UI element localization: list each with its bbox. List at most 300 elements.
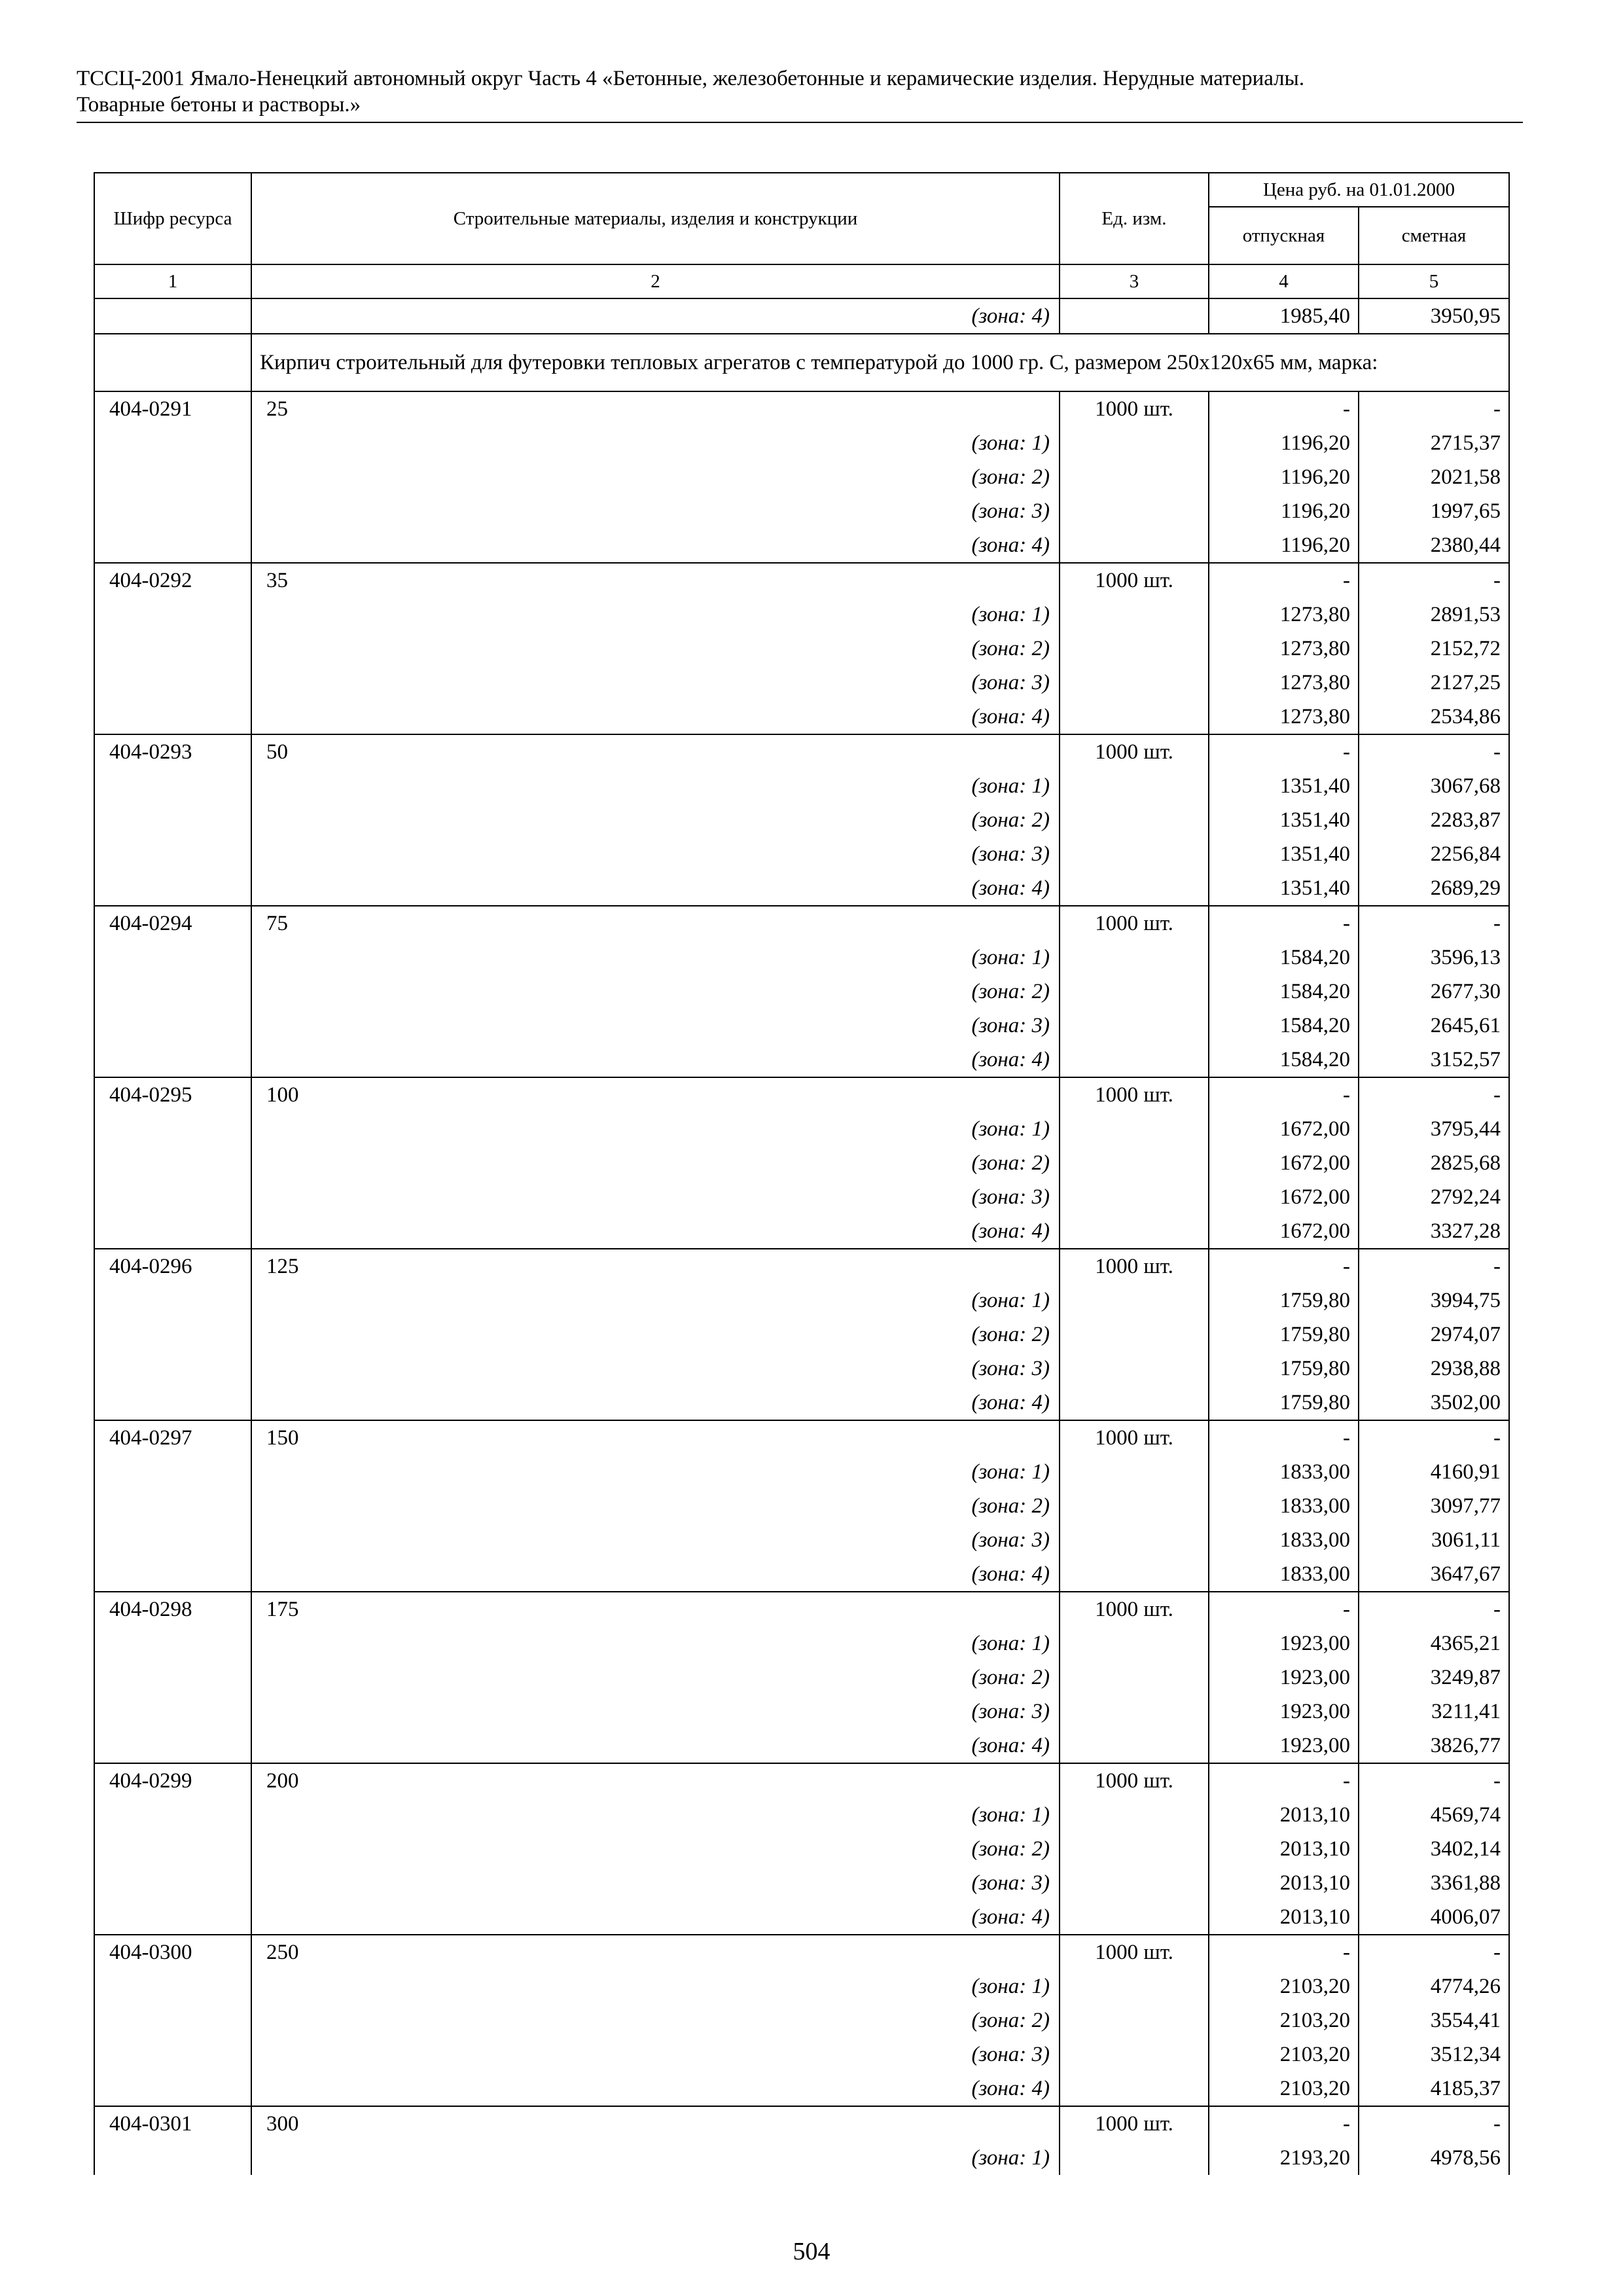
resource-code: 404-0292 <box>94 563 251 598</box>
price-table-body <box>94 264 1509 2175</box>
estimate-price: 3950,95 <box>1359 298 1509 334</box>
unit-cell-empty <box>1060 1557 1209 1592</box>
release-price: 2103,20 <box>1209 2003 1359 2037</box>
resource-code: 404-0297 <box>94 1420 251 1455</box>
resource-code-empty <box>94 1900 251 1935</box>
estimate-price: 4006,07 <box>1359 1900 1509 1935</box>
estimate-price: 3596,13 <box>1359 941 1509 975</box>
unit-cell-empty <box>1060 1214 1209 1249</box>
resource-grade: 75 <box>251 906 1060 941</box>
unit-cell: 1000 шт. <box>1060 2106 1209 2141</box>
resource-code-empty <box>94 1455 251 1489</box>
unit-cell-empty <box>1060 1626 1209 1660</box>
resource-code: 404-0295 <box>94 1077 251 1112</box>
release-price: 1351,40 <box>1209 769 1359 803</box>
resource-code-empty <box>94 1283 251 1318</box>
resource-row <box>94 734 1509 769</box>
zone-row <box>94 666 1509 700</box>
resource-grade: 200 <box>251 1763 1060 1798</box>
unit-cell-empty <box>1060 460 1209 494</box>
zone-label: (зона: 1) <box>251 1798 1060 1832</box>
unit-cell: 1000 шт. <box>1060 1935 1209 1969</box>
resource-code-empty <box>94 1386 251 1420</box>
unit-cell-empty <box>1060 1283 1209 1318</box>
estimate-price: - <box>1359 391 1509 426</box>
resource-row <box>94 563 1509 598</box>
header-code: Шифр ресурса <box>94 173 251 264</box>
unit-cell-empty <box>1060 2003 1209 2037</box>
resource-code-empty <box>94 666 251 700</box>
group-title-row <box>94 334 1509 391</box>
zone-row <box>94 941 1509 975</box>
zone-row <box>94 1455 1509 1489</box>
estimate-price: 2891,53 <box>1359 598 1509 632</box>
zone-label: (зона: 4) <box>251 1900 1060 1935</box>
carry-over-row <box>94 298 1509 334</box>
group-title: Кирпич строительный для футеровки тепловых агрегатов с температурой до 1000 гр. С, размером 250x120x65 мм, марка: <box>251 334 1509 391</box>
zone-label: (зона: 1) <box>251 598 1060 632</box>
resource-row <box>94 906 1509 941</box>
resource-code-empty <box>94 426 251 460</box>
unit-cell-empty <box>1060 1695 1209 1729</box>
zone-label: (зона: 4) <box>251 700 1060 734</box>
zone-row <box>94 1352 1509 1386</box>
zone-row <box>94 2003 1509 2037</box>
zone-label: (зона: 1) <box>251 426 1060 460</box>
release-price: 2013,10 <box>1209 1832 1359 1866</box>
estimate-price: 3327,28 <box>1359 1214 1509 1249</box>
zone-label: (зона: 2) <box>251 1489 1060 1523</box>
release-price: 1923,00 <box>1209 1626 1359 1660</box>
estimate-price: 2974,07 <box>1359 1318 1509 1352</box>
unit-cell-empty <box>1060 941 1209 975</box>
estimate-price: 2689,29 <box>1359 871 1509 906</box>
release-price: 1584,20 <box>1209 975 1359 1009</box>
unit-cell-empty <box>1060 1729 1209 1763</box>
resource-code-empty <box>94 460 251 494</box>
zone-row <box>94 1318 1509 1352</box>
zone-row <box>94 1832 1509 1866</box>
unit-cell-empty <box>1060 1489 1209 1523</box>
resource-grade: 125 <box>251 1249 1060 1283</box>
resource-grade: 50 <box>251 734 1060 769</box>
release-price: 1351,40 <box>1209 803 1359 837</box>
resource-code: 404-0301 <box>94 2106 251 2141</box>
estimate-price: 2021,58 <box>1359 460 1509 494</box>
resource-code-empty <box>94 2072 251 2106</box>
unit-cell: 1000 шт. <box>1060 906 1209 941</box>
estimate-price: 2127,25 <box>1359 666 1509 700</box>
unit-cell-empty <box>1060 426 1209 460</box>
zone-label: (зона: 1) <box>251 2141 1060 2175</box>
release-price: 2103,20 <box>1209 2072 1359 2106</box>
resource-code-empty <box>94 1489 251 1523</box>
zone-row <box>94 837 1509 871</box>
zone-row <box>94 1489 1509 1523</box>
unit-cell-empty <box>1060 528 1209 563</box>
zone-row <box>94 1729 1509 1763</box>
zone-row <box>94 1009 1509 1043</box>
estimate-price: 4365,21 <box>1359 1626 1509 1660</box>
zone-row <box>94 1557 1509 1592</box>
release-price: 1351,40 <box>1209 871 1359 906</box>
zone-row <box>94 769 1509 803</box>
release-price: 2013,10 <box>1209 1900 1359 1935</box>
resource-code-empty <box>94 1832 251 1866</box>
estimate-price: 3061,11 <box>1359 1523 1509 1557</box>
unit-cell-empty <box>1060 1832 1209 1866</box>
zone-label: (зона: 1) <box>251 941 1060 975</box>
resource-code-empty <box>94 1798 251 1832</box>
release-price: 1833,00 <box>1209 1523 1359 1557</box>
estimate-price: 3152,57 <box>1359 1043 1509 1077</box>
unit-cell-empty <box>1060 1146 1209 1180</box>
zone-row <box>94 2141 1509 2175</box>
estimate-price: 4569,74 <box>1359 1798 1509 1832</box>
resource-grade: 100 <box>251 1077 1060 1112</box>
zone-row <box>94 871 1509 906</box>
unit-cell-empty <box>1060 1455 1209 1489</box>
release-price: 1584,20 <box>1209 1043 1359 1077</box>
release-price: - <box>1209 1420 1359 1455</box>
header-name: Строительные материалы, изделия и конструкции <box>251 173 1060 264</box>
resource-code: 404-0294 <box>94 906 251 941</box>
estimate-price: 4160,91 <box>1359 1455 1509 1489</box>
estimate-price: 3826,77 <box>1359 1729 1509 1763</box>
resource-code-empty <box>94 2003 251 2037</box>
release-price: 1759,80 <box>1209 1386 1359 1420</box>
unit-cell-empty <box>1060 1900 1209 1935</box>
zone-label: (зона: 1) <box>251 1283 1060 1318</box>
release-price: 1759,80 <box>1209 1283 1359 1318</box>
zone-row <box>94 494 1509 528</box>
estimate-price: 1997,65 <box>1359 494 1509 528</box>
unit-cell: 1000 шт. <box>1060 1077 1209 1112</box>
estimate-price: 4978,56 <box>1359 2141 1509 2175</box>
estimate-price: - <box>1359 906 1509 941</box>
release-price: 1672,00 <box>1209 1146 1359 1180</box>
column-number: 4 <box>1209 264 1359 298</box>
zone-row <box>94 1798 1509 1832</box>
release-price: 1672,00 <box>1209 1214 1359 1249</box>
estimate-price: - <box>1359 1077 1509 1112</box>
zone-label: (зона: 4) <box>251 528 1060 563</box>
zone-label: (зона: 4) <box>251 1214 1060 1249</box>
zone-row <box>94 1660 1509 1695</box>
unit-cell: 1000 шт. <box>1060 1420 1209 1455</box>
zone-label: (зона: 4) <box>251 1043 1060 1077</box>
estimate-price: 3502,00 <box>1359 1386 1509 1420</box>
resource-code: 404-0296 <box>94 1249 251 1283</box>
release-price: 1273,80 <box>1209 632 1359 666</box>
zone-label: (зона: 3) <box>251 494 1060 528</box>
estimate-price: 2534,86 <box>1359 700 1509 734</box>
resource-code-empty <box>94 1660 251 1695</box>
release-price: 2013,10 <box>1209 1798 1359 1832</box>
unit-cell-empty <box>1060 2072 1209 2106</box>
release-price: - <box>1209 1935 1359 1969</box>
zone-row <box>94 975 1509 1009</box>
zone-row <box>94 460 1509 494</box>
release-price: 1273,80 <box>1209 700 1359 734</box>
release-price: 2103,20 <box>1209 1969 1359 2003</box>
estimate-price: - <box>1359 2106 1509 2141</box>
unit-cell <box>1060 298 1209 334</box>
resource-code-empty <box>94 1523 251 1557</box>
unit-cell-empty <box>1060 837 1209 871</box>
zone-row <box>94 1112 1509 1146</box>
resource-code-empty <box>94 1557 251 1592</box>
unit-cell-empty <box>1060 1009 1209 1043</box>
release-price: - <box>1209 1592 1359 1626</box>
release-price: 1196,20 <box>1209 426 1359 460</box>
zone-label: (зона: 3) <box>251 2037 1060 2072</box>
header-estimate-price: сметная <box>1359 207 1509 264</box>
release-price: - <box>1209 1077 1359 1112</box>
zone-row <box>94 1214 1509 1249</box>
resource-code-empty <box>94 837 251 871</box>
zone-label: (зона: 3) <box>251 837 1060 871</box>
resource-code-empty <box>94 598 251 632</box>
release-price: 1833,00 <box>1209 1489 1359 1523</box>
zone-row <box>94 1283 1509 1318</box>
unit-cell-empty <box>1060 1112 1209 1146</box>
unit-cell-empty <box>1060 494 1209 528</box>
estimate-price: - <box>1359 734 1509 769</box>
zone-label: (зона: 3) <box>251 1352 1060 1386</box>
estimate-price: 2825,68 <box>1359 1146 1509 1180</box>
resource-code-empty <box>94 1352 251 1386</box>
resource-code-empty <box>94 1043 251 1077</box>
resource-code-empty <box>94 941 251 975</box>
release-price: 1833,00 <box>1209 1557 1359 1592</box>
estimate-price: 3361,88 <box>1359 1866 1509 1900</box>
release-price: - <box>1209 1249 1359 1283</box>
resource-grade: 25 <box>251 391 1060 426</box>
estimate-price: 2792,24 <box>1359 1180 1509 1214</box>
zone-row <box>94 1043 1509 1077</box>
zone-row <box>94 2037 1509 2072</box>
header-line-2: Товарные бетоны и растворы.» <box>77 93 361 117</box>
release-price: 1196,20 <box>1209 494 1359 528</box>
zone-row <box>94 632 1509 666</box>
price-table-head <box>94 173 1509 264</box>
column-number: 5 <box>1359 264 1509 298</box>
unit-cell-empty <box>1060 2037 1209 2072</box>
resource-code-empty <box>94 1112 251 1146</box>
resource-grade: 35 <box>251 563 1060 598</box>
release-price: - <box>1209 391 1359 426</box>
estimate-price: 2256,84 <box>1359 837 1509 871</box>
zone-row <box>94 1695 1509 1729</box>
release-price: 1273,80 <box>1209 666 1359 700</box>
estimate-price: 2715,37 <box>1359 426 1509 460</box>
estimate-price: 3795,44 <box>1359 1112 1509 1146</box>
release-price: - <box>1209 1763 1359 1798</box>
estimate-price: - <box>1359 1935 1509 1969</box>
resource-code: 404-0299 <box>94 1763 251 1798</box>
zone-row <box>94 700 1509 734</box>
estimate-price: 2938,88 <box>1359 1352 1509 1386</box>
resource-code-empty <box>94 2141 251 2175</box>
price-table <box>94 172 1510 2175</box>
estimate-price: 3402,14 <box>1359 1832 1509 1866</box>
zone-label: (зона: 3) <box>251 1009 1060 1043</box>
release-price: - <box>1209 906 1359 941</box>
resource-code-empty <box>94 871 251 906</box>
resource-row <box>94 1763 1509 1798</box>
release-price: 1351,40 <box>1209 837 1359 871</box>
unit-cell-empty <box>1060 598 1209 632</box>
unit-cell-empty <box>1060 632 1209 666</box>
unit-cell: 1000 шт. <box>1060 734 1209 769</box>
estimate-price: 3512,34 <box>1359 2037 1509 2072</box>
zone-row <box>94 1866 1509 1900</box>
zone-label: (зона: 2) <box>251 2003 1060 2037</box>
release-price: 1584,20 <box>1209 941 1359 975</box>
resource-code-empty <box>94 2037 251 2072</box>
header-release-price: отпускная <box>1209 207 1359 264</box>
zone-label: (зона: 4) <box>251 871 1060 906</box>
zone-label: (зона: 1) <box>251 1969 1060 2003</box>
resource-code: 404-0293 <box>94 734 251 769</box>
zone-label: (зона: 2) <box>251 1832 1060 1866</box>
resource-code-empty <box>94 769 251 803</box>
estimate-price: 3249,87 <box>1359 1660 1509 1695</box>
zone-row <box>94 1969 1509 2003</box>
zone-label: (зона: 1) <box>251 1455 1060 1489</box>
release-price: 1584,20 <box>1209 1009 1359 1043</box>
zone-label: (зона: 2) <box>251 1660 1060 1695</box>
unit-cell-empty <box>1060 1866 1209 1900</box>
zone-label: (зона: 4) <box>251 2072 1060 2106</box>
release-price: 1923,00 <box>1209 1729 1359 1763</box>
estimate-price: 3554,41 <box>1359 2003 1509 2037</box>
resource-row <box>94 1077 1509 1112</box>
resource-row <box>94 391 1509 426</box>
estimate-price: 2380,44 <box>1359 528 1509 563</box>
estimate-price: 2283,87 <box>1359 803 1509 837</box>
zone-label: (зона: 3) <box>251 666 1060 700</box>
estimate-price: 3211,41 <box>1359 1695 1509 1729</box>
resource-code-empty <box>94 1180 251 1214</box>
resource-row <box>94 1935 1509 1969</box>
zone-label: (зона: 4) <box>251 1729 1060 1763</box>
resource-code <box>94 298 251 334</box>
release-price: 2103,20 <box>1209 2037 1359 2072</box>
zone-label: (зона: 3) <box>251 1180 1060 1214</box>
column-number-row <box>94 264 1509 298</box>
unit-cell-empty <box>1060 1043 1209 1077</box>
resource-code-empty <box>94 1626 251 1660</box>
release-price: 1672,00 <box>1209 1112 1359 1146</box>
unit-cell-empty <box>1060 666 1209 700</box>
unit-cell-empty <box>1060 1660 1209 1695</box>
zone-row <box>94 598 1509 632</box>
release-price: 1672,00 <box>1209 1180 1359 1214</box>
release-price: - <box>1209 2106 1359 2141</box>
unit-cell: 1000 шт. <box>1060 1763 1209 1798</box>
estimate-price: 2645,61 <box>1359 1009 1509 1043</box>
estimate-price: 4185,37 <box>1359 2072 1509 2106</box>
estimate-price: 2152,72 <box>1359 632 1509 666</box>
release-price: 1759,80 <box>1209 1318 1359 1352</box>
release-price: 1196,20 <box>1209 460 1359 494</box>
estimate-price: - <box>1359 1249 1509 1283</box>
zone-row <box>94 1900 1509 1935</box>
resource-grade: 300 <box>251 2106 1060 2141</box>
release-price: 1923,00 <box>1209 1695 1359 1729</box>
resource-grade: 175 <box>251 1592 1060 1626</box>
resource-code-empty <box>94 1009 251 1043</box>
unit-cell: 1000 шт. <box>1060 563 1209 598</box>
unit-cell-empty <box>1060 1318 1209 1352</box>
column-number: 2 <box>251 264 1060 298</box>
column-number: 1 <box>94 264 251 298</box>
unit-cell-empty <box>1060 1969 1209 2003</box>
release-price: 2013,10 <box>1209 1866 1359 1900</box>
estimate-price: 3067,68 <box>1359 769 1509 803</box>
zone-label: (зона: 3) <box>251 1695 1060 1729</box>
zone-row <box>94 1146 1509 1180</box>
resource-code: 404-0300 <box>94 1935 251 1969</box>
zone-label: (зона: 2) <box>251 975 1060 1009</box>
zone-label: (зона: 2) <box>251 1146 1060 1180</box>
release-price: 2193,20 <box>1209 2141 1359 2175</box>
resource-code-empty <box>94 1146 251 1180</box>
zone-row <box>94 1626 1509 1660</box>
zone-row <box>94 1386 1509 1420</box>
release-price: 1196,20 <box>1209 528 1359 563</box>
unit-cell-empty <box>1060 1798 1209 1832</box>
resource-row <box>94 1420 1509 1455</box>
unit-cell-empty <box>1060 700 1209 734</box>
resource-grade: 250 <box>251 1935 1060 1969</box>
resource-code-empty <box>94 803 251 837</box>
resource-code-empty <box>94 975 251 1009</box>
estimate-price: 2677,30 <box>1359 975 1509 1009</box>
resource-row <box>94 1592 1509 1626</box>
unit-cell: 1000 шт. <box>1060 391 1209 426</box>
zone-label: (зона: 4) <box>251 1557 1060 1592</box>
release-price: - <box>1209 563 1359 598</box>
estimate-price: 3097,77 <box>1359 1489 1509 1523</box>
header-line-1: ТССЦ-2001 Ямало-Ненецкий автономный округ Часть 4 «Бетонные, железобетонные и керамические изделия. Нерудные материалы. <box>77 67 1305 90</box>
resource-code-empty <box>94 1695 251 1729</box>
page-number: 504 <box>793 2238 830 2265</box>
zone-row <box>94 426 1509 460</box>
zone-label: (зона: 4) <box>251 1386 1060 1420</box>
resource-grade: 150 <box>251 1420 1060 1455</box>
document-header <box>77 65 1523 118</box>
release-price: 1759,80 <box>1209 1352 1359 1386</box>
release-price: - <box>1209 734 1359 769</box>
zone-label: (зона: 3) <box>251 1523 1060 1557</box>
zone-row <box>94 2072 1509 2106</box>
zone-label: (зона: 2) <box>251 1318 1060 1352</box>
estimate-price: - <box>1359 1763 1509 1798</box>
zone-label: (зона: 1) <box>251 1626 1060 1660</box>
resource-code-empty <box>94 1729 251 1763</box>
estimate-price: 3647,67 <box>1359 1557 1509 1592</box>
release-price: 1985,40 <box>1209 298 1359 334</box>
unit-cell-empty <box>1060 1180 1209 1214</box>
zone-label: (зона: 1) <box>251 1112 1060 1146</box>
unit-cell: 1000 шт. <box>1060 1592 1209 1626</box>
release-price: 1923,00 <box>1209 1660 1359 1695</box>
estimate-price: - <box>1359 563 1509 598</box>
resource-code-empty <box>94 1214 251 1249</box>
